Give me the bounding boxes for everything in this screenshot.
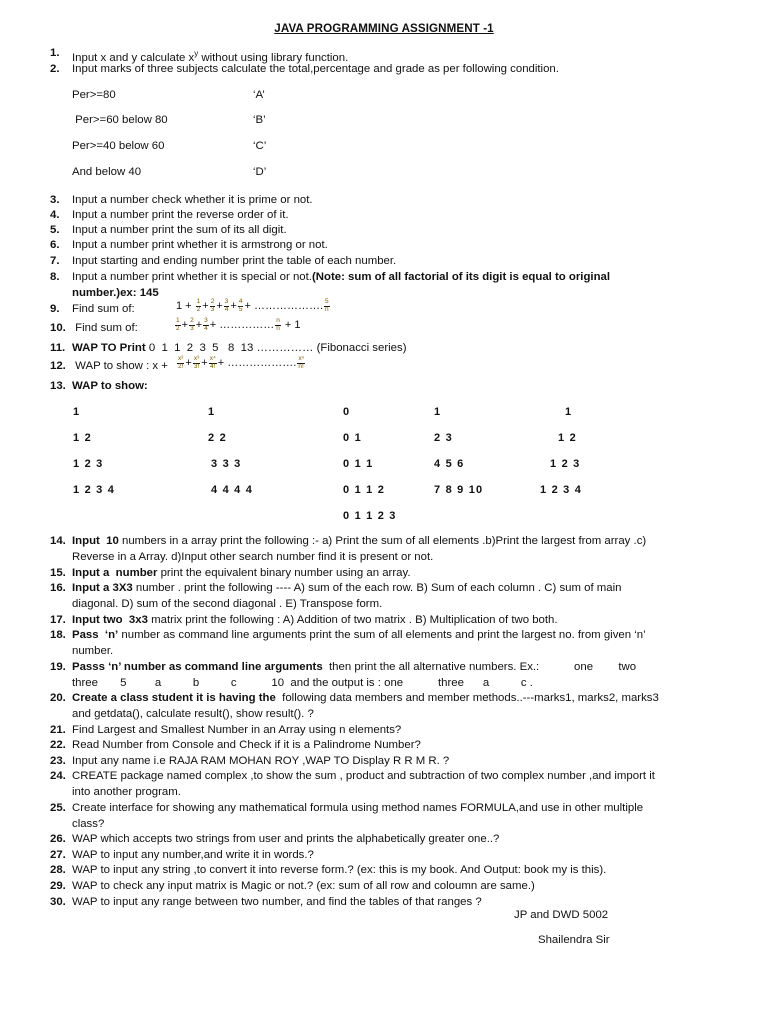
series-formula-10: $\frac{1}{2}$ + $\frac{2}{3}$ + $\frac{3}{4}$ + …………… $\frac{n}{n}$ + 1 <box>176 317 301 332</box>
grade-condition: Per>=40 below 60 <box>72 140 165 152</box>
question-number: 16. <box>50 582 66 594</box>
question-keyword: Input 10 <box>72 535 119 547</box>
fraction <box>196 299 202 313</box>
pattern-2-row: 4 4 4 4 <box>211 484 254 496</box>
question-text: WAP to show : x + <box>72 360 168 372</box>
question-text: Input a number print the sum of its all digit. <box>72 224 287 236</box>
question-number: 19. <box>50 661 66 673</box>
question-text: numbers in a array print the following :- a) Print the sum of all elements .b)Print the largest from array .c) <box>118 535 647 547</box>
course-code: JP and DWD 5002 <box>514 909 609 921</box>
formula-tail: + 1 <box>284 318 301 331</box>
page-title: JAVA PROGRAMMING ASSIGNMENT -1 <box>274 22 494 35</box>
question-keyword: Create a class student it is having the <box>72 692 276 704</box>
fraction <box>175 318 181 332</box>
numerator: 5 <box>325 298 329 305</box>
fraction <box>324 299 330 313</box>
question-text: WAP to input any string ,to convert it into reverse form.? (ex: this is my book. And Output: book my is this). <box>72 864 607 876</box>
grade-condition: Per>=80 <box>72 89 116 101</box>
fraction <box>203 318 209 332</box>
question-text-cont: Reverse in a Array. d)Input other search number find it is present or not. <box>72 550 434 563</box>
question-note: (Note: sum of all factorial of its digit is equal to original <box>311 271 611 283</box>
question-text-cont: class? <box>72 817 105 830</box>
grade-letter: ‘B’ <box>253 114 266 126</box>
numerator: 1 <box>176 317 180 324</box>
question-text-cont: and getdata(), calculate result(), show result(). ? <box>72 707 314 720</box>
question-text-cont: number. <box>72 644 114 657</box>
question-number: 8. <box>50 271 60 283</box>
fraction <box>177 356 184 370</box>
fraction <box>189 318 195 332</box>
pattern-5-row: 1 2 <box>558 432 577 444</box>
question-number: 4. <box>50 209 60 221</box>
question-text: Find Largest and Smallest Number in an Array using n elements? <box>72 724 402 736</box>
question-keyword: Pass ‘n’ <box>72 629 119 641</box>
denominator: 2 <box>196 305 201 313</box>
ellipsis: ……………… <box>253 299 320 312</box>
formula-lead: 1 + <box>176 299 192 312</box>
question-text: Input marks of three subjects calculate the total,percentage and grade as per following condition. <box>72 63 559 75</box>
question-text: Input a number print the reverse order of it. <box>72 209 289 221</box>
numerator: x⁴ <box>209 355 216 362</box>
series-formula-12: $\frac{\text{x²}}{2!}$ + $\frac{\text{x³}}{3!}$ + $\frac{\text{x⁴}}{4!}$ + ………………. $\frac{\text{xⁿ}}{n!}$ <box>178 355 304 370</box>
pattern-4-row: 2 3 <box>434 432 453 444</box>
pattern-3-row: 0 1 1 2 <box>343 484 386 496</box>
denominator: 2! <box>178 362 184 370</box>
pattern-5-row: 1 2 3 4 <box>540 484 583 496</box>
denominator: 4 <box>204 324 208 332</box>
pattern-5-row: 1 <box>565 406 573 418</box>
question-number: 12. <box>50 360 66 372</box>
question-text: CREATE package named complex ,to show the sum , product and subtraction of two complex number ,and import it <box>72 770 655 782</box>
pattern-1-row: 1 <box>73 406 81 418</box>
question-number: 29. <box>50 880 66 892</box>
question-text-cont: three 5 a b c 10 and the output is : one three a c . <box>72 676 533 689</box>
question-text: Find sum of: <box>72 322 138 334</box>
fraction <box>224 299 230 313</box>
fraction <box>238 299 244 313</box>
question-text: print the equivalent binary number using an array. <box>157 567 411 579</box>
fibonacci-sequence: 0 1 1 2 3 5 8 13 <box>148 342 254 354</box>
denominator: n <box>276 324 280 332</box>
question-text: Input a number print whether it is special or not. <box>72 271 312 283</box>
denominator: 3 <box>190 324 194 332</box>
question-number: 23. <box>50 755 66 767</box>
grade-letter: ‘C’ <box>253 140 267 152</box>
question-text-cont: diagonal. D) sum of the second diagonal . E) Transpose form. <box>72 597 383 610</box>
question-number: 7. <box>50 255 60 267</box>
grade-condition: And below 40 <box>72 166 142 178</box>
pattern-4-row: 7 8 9 10 <box>434 484 484 496</box>
pattern-5-row: 1 2 3 <box>550 458 581 470</box>
question-number: 20. <box>50 692 66 704</box>
question-number: 6. <box>50 239 60 251</box>
fraction <box>209 356 217 370</box>
denominator: 4! <box>210 362 216 370</box>
question-number: 25. <box>50 802 66 814</box>
denominator: n <box>325 305 329 313</box>
question-text: Find sum of: <box>72 303 135 315</box>
question-keyword: Input two 3x3 <box>72 614 148 626</box>
pattern-1-row: 1 2 3 <box>73 458 104 470</box>
pattern-1-row: 1 2 3 4 <box>73 484 116 496</box>
question-text: Input x and y calculate x <box>72 52 195 64</box>
question-text: Input any name i.e RAJA RAM MOHAN ROY ,WAP TO Display R R M R. ? <box>72 755 450 767</box>
question-text: then print the all alternative numbers. Ex.: one two <box>322 661 637 673</box>
ellipsis: ……………… <box>227 356 294 369</box>
question-number: 1. <box>50 47 60 59</box>
question-number: 30. <box>50 896 66 908</box>
question-number: 27. <box>50 849 66 861</box>
grade-condition: Per>=60 below 80 <box>72 114 168 126</box>
numerator: xⁿ <box>298 355 304 362</box>
question-text: WAP to show: <box>72 380 148 392</box>
question-number: 14. <box>50 535 66 547</box>
numerator: 1 <box>196 298 201 305</box>
numerator: 3 <box>204 317 208 324</box>
denominator: 3! <box>193 362 200 370</box>
question-text: number as command line arguments print the sum of all elements and print the largest no. from given ‘n’ <box>118 629 646 641</box>
question-text: Create interface for showing any mathematical formula using method names FORMULA,and use in other multiple <box>72 802 644 814</box>
question-number: 3. <box>50 194 60 206</box>
denominator: 3 <box>210 305 215 313</box>
fraction <box>193 356 200 370</box>
numerator: n <box>276 317 280 324</box>
numerator: x³ <box>193 355 200 362</box>
question-text: WAP which accepts two strings from user and prints the alphabetically greater one..? <box>72 833 500 845</box>
denominator: 4 <box>224 305 229 313</box>
grade-letter: ‘A’ <box>253 89 265 101</box>
denominator: 2 <box>176 324 180 332</box>
question-number: 17. <box>50 614 66 626</box>
pattern-2-row: 1 <box>208 406 216 418</box>
question-text: Input a number check whether it is prime or not. <box>72 194 313 206</box>
pattern-2-row: 2 2 <box>208 432 227 444</box>
numerator: 3 <box>224 298 229 305</box>
question-text: WAP TO Print <box>72 342 146 354</box>
question-keyword: Input a number <box>72 567 158 579</box>
question-keyword: Input a 3X3 <box>72 582 133 594</box>
exponent: y <box>194 49 199 58</box>
question-text: Read Number from Console and Check if it is a Palindrome Number? <box>72 739 421 751</box>
question-text: Input a number print whether it is armstrong or not. <box>72 239 328 251</box>
question-text: Input starting and ending number print the table of each number. <box>72 255 397 267</box>
question-number: 22. <box>50 739 66 751</box>
question-text: matrix print the following : A) Addition of two matrix . B) Multiplication of two both. <box>147 614 558 626</box>
question-number: 24. <box>50 770 66 782</box>
question-number: 9. <box>50 303 60 315</box>
numerator: 2 <box>210 298 215 305</box>
question-note-cont: number.)ex: 145 <box>72 286 159 299</box>
instructor-name: Shailendra Sir <box>538 934 610 946</box>
pattern-1-row: 1 2 <box>73 432 92 444</box>
question-number: 21. <box>50 724 66 736</box>
question-number: 2. <box>50 63 60 75</box>
question-number: 13. <box>50 380 66 392</box>
pattern-3-row: 0 1 1 <box>343 458 374 470</box>
question-text-cont: without using library function. <box>198 52 349 64</box>
fraction <box>210 299 216 313</box>
question-text: number . print the following ---- A) sum of the each row. B) Sum of each column . C) sum of main <box>132 582 622 594</box>
pattern-3-row: 0 1 1 2 3 <box>343 510 397 522</box>
pattern-4-row: 1 <box>434 406 442 418</box>
question-number: 15. <box>50 567 66 579</box>
question-text: following data members and member methods..---marks1, marks2, marks3 <box>275 692 659 704</box>
pattern-4-row: 4 5 6 <box>434 458 465 470</box>
numerator: 2 <box>190 317 194 324</box>
series-formula-9: 1 + $\frac{1}{2}$ + $\frac{2}{3}$ + $\frac{3}{4}$ + $\frac{4}{5}$ + ………………. $\frac{5}{n}$ <box>176 298 329 313</box>
numerator: x² <box>178 355 184 362</box>
question-text-cont: into another program. <box>72 785 181 798</box>
question-number: 11. <box>50 342 66 354</box>
pattern-3-row: 0 <box>343 406 351 418</box>
question-text: WAP to input any range between two number, and find the tables of that ranges ? <box>72 896 482 908</box>
fraction <box>297 356 305 370</box>
question-keyword: Passs ‘n’ number as command line arguments <box>72 661 323 673</box>
question-number: 26. <box>50 833 66 845</box>
question-number: 5. <box>50 224 60 236</box>
pattern-3-row: 0 1 <box>343 432 362 444</box>
grade-letter: ‘D’ <box>253 166 267 178</box>
ellipsis: …………… <box>219 318 275 331</box>
fraction <box>275 318 281 332</box>
question-number: 18. <box>50 629 66 641</box>
numerator: 4 <box>238 298 243 305</box>
pattern-2-row: 3 3 3 <box>211 458 242 470</box>
question-text-cont: …………… (Fibonacci series) <box>256 342 407 354</box>
denominator: n! <box>298 362 304 370</box>
question-text: WAP to check any input matrix is Magic or not.? (ex: sum of all row and coloumn are same.) <box>72 880 535 892</box>
question-text: WAP to input any number,and write it in words.? <box>72 849 314 861</box>
question-number: 10. <box>50 322 66 334</box>
denominator: 5 <box>238 305 243 313</box>
question-number: 28. <box>50 864 66 876</box>
